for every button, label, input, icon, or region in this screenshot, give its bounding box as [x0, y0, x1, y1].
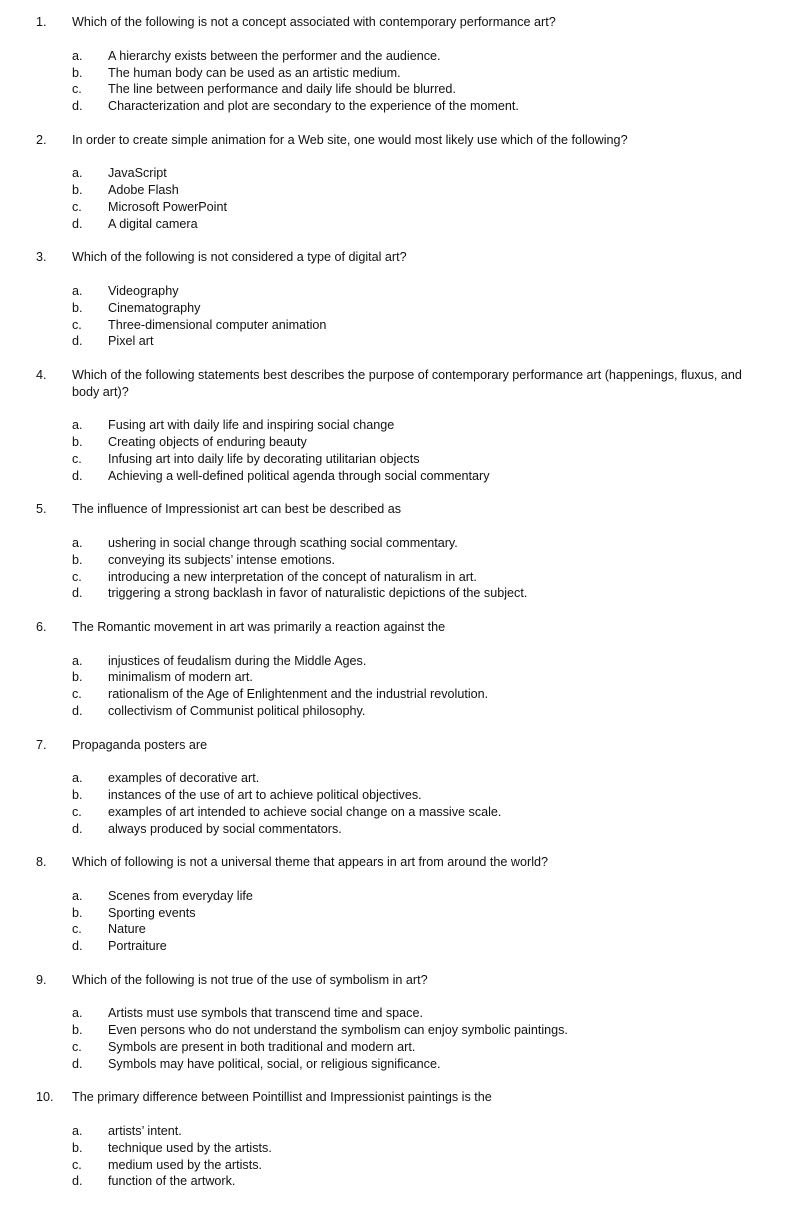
- option-text: A hierarchy exists between the performer and the audience.: [108, 49, 441, 63]
- answer-option-b: [0, 1140, 792, 1157]
- answer-option-d: [0, 98, 792, 115]
- option-text: medium used by the artists.: [108, 1158, 262, 1172]
- option-letter: d.: [72, 822, 83, 836]
- option-text: Fusing art with daily life and inspiring social change: [108, 418, 395, 432]
- option-letter: b.: [72, 670, 83, 684]
- option-text: Portraiture: [108, 939, 167, 953]
- answer-option-b: [0, 905, 792, 922]
- option-letter: c.: [72, 1158, 82, 1172]
- answer-option-b: [0, 65, 792, 82]
- option-text: injustices of feudalism during the Middle Ages.: [108, 654, 367, 668]
- option-text: introducing a new interpretation of the concept of naturalism in art.: [108, 570, 477, 584]
- option-text: examples of art intended to achieve social change on a massive scale.: [108, 805, 502, 819]
- question-number: 2.: [36, 133, 47, 147]
- question-number: 8.: [36, 855, 47, 869]
- answer-option-c: [0, 81, 792, 98]
- option-letter: a.: [72, 49, 83, 63]
- answer-option-a: [0, 535, 792, 552]
- option-text: Characterization and plot are secondary to the experience of the moment.: [108, 99, 519, 113]
- answer-option-b: [0, 300, 792, 317]
- question-number: 9.: [36, 973, 47, 987]
- option-text: Creating objects of enduring beauty: [108, 435, 307, 449]
- option-letter: a.: [72, 771, 83, 785]
- question-number: 5.: [36, 502, 47, 516]
- question-text: Which of following is not a universal theme that appears in art from around the world?: [72, 855, 549, 869]
- answer-option-a: [0, 283, 792, 300]
- answer-option-a: [0, 1005, 792, 1022]
- option-letter: c.: [72, 1040, 82, 1054]
- option-text: collectivism of Communist political philosophy.: [108, 704, 366, 718]
- answer-option-a: [0, 417, 792, 434]
- question-number: 6.: [36, 620, 47, 634]
- answer-option-c: [0, 686, 792, 703]
- question-number: 10.: [36, 1090, 54, 1104]
- option-letter: c.: [72, 82, 82, 96]
- answer-option-a: [0, 888, 792, 905]
- question-number: 3.: [36, 250, 47, 264]
- option-text: Videography: [108, 284, 179, 298]
- answer-option-d: [0, 703, 792, 720]
- answer-option-b: [0, 182, 792, 199]
- answer-option-c: [0, 451, 792, 468]
- option-letter: b.: [72, 1141, 83, 1155]
- option-letter: c.: [72, 452, 82, 466]
- option-text: The line between performance and daily life should be blurred.: [108, 82, 456, 96]
- question-number: 7.: [36, 738, 47, 752]
- answer-option-b: [0, 1022, 792, 1039]
- option-text: minimalism of modern art.: [108, 670, 253, 684]
- option-text: Artists must use symbols that transcend time and space.: [108, 1006, 423, 1020]
- option-letter: b.: [72, 66, 83, 80]
- answer-option-a: [0, 48, 792, 65]
- question-text: Which of the following is not a concept associated with contemporary performance art?: [72, 15, 556, 29]
- option-text: A digital camera: [108, 217, 198, 231]
- answer-option-a: [0, 1123, 792, 1140]
- answer-option-b: [0, 787, 792, 804]
- question-number: 4.: [36, 368, 47, 382]
- option-text: instances of the use of art to achieve political objectives.: [108, 788, 422, 802]
- question-text: The influence of Impressionist art can best be described as: [72, 502, 402, 516]
- option-text: Pixel art: [108, 334, 154, 348]
- option-text: examples of decorative art.: [108, 771, 260, 785]
- option-letter: a.: [72, 166, 83, 180]
- option-text: Symbols are present in both traditional and modern art.: [108, 1040, 416, 1054]
- option-text: Nature: [108, 922, 146, 936]
- option-letter: b.: [72, 1023, 83, 1037]
- option-text: ushering in social change through scathing social commentary.: [108, 536, 458, 550]
- option-text: technique used by the artists.: [108, 1141, 272, 1155]
- option-letter: c.: [72, 805, 82, 819]
- option-text: rationalism of the Age of Enlightenment and the industrial revolution.: [108, 687, 489, 701]
- option-text: Sporting events: [108, 906, 196, 920]
- answer-option-c: [0, 317, 792, 334]
- option-text: artists’ intent.: [108, 1124, 182, 1138]
- question-text: The primary difference between Pointillist and Impressionist paintings is the: [72, 1090, 492, 1104]
- option-letter: b.: [72, 788, 83, 802]
- option-text: conveying its subjects’ intense emotions.: [108, 553, 336, 567]
- option-text: always produced by social commentators.: [108, 822, 342, 836]
- option-letter: a.: [72, 1124, 83, 1138]
- answer-option-b: [0, 669, 792, 686]
- option-text: The human body can be used as an artistic medium.: [108, 66, 401, 80]
- answer-option-a: [0, 770, 792, 787]
- question-text: In order to create simple animation for a Web site, one would most likely use which of the following?: [72, 133, 628, 147]
- answer-option-a: [0, 653, 792, 670]
- option-text: Three-dimensional computer animation: [108, 318, 327, 332]
- option-letter: d.: [72, 217, 83, 231]
- option-letter: a.: [72, 889, 83, 903]
- answer-option-b: [0, 434, 792, 451]
- option-letter: c.: [72, 200, 82, 214]
- question-text: Which of the following is not true of the use of symbolism in art?: [72, 973, 428, 987]
- option-letter: b.: [72, 906, 83, 920]
- option-text: function of the artwork.: [108, 1174, 236, 1188]
- question-number: 1.: [36, 15, 47, 29]
- option-text: Adobe Flash: [108, 183, 179, 197]
- option-letter: d.: [72, 469, 83, 483]
- answer-option-d: [0, 938, 792, 955]
- question-text: Propaganda posters are: [72, 738, 208, 752]
- option-letter: d.: [72, 939, 83, 953]
- answer-option-c: [0, 1157, 792, 1174]
- question-text: The Romantic movement in art was primarily a reaction against the: [72, 620, 446, 634]
- option-letter: c.: [72, 922, 82, 936]
- answer-option-d: [0, 1056, 792, 1073]
- option-letter: a.: [72, 536, 83, 550]
- answer-option-c: [0, 1039, 792, 1056]
- answer-option-d: [0, 821, 792, 838]
- option-letter: d.: [72, 1057, 83, 1071]
- option-text: Microsoft PowerPoint: [108, 200, 227, 214]
- answer-option-c: [0, 569, 792, 586]
- answer-option-d: [0, 585, 792, 602]
- option-letter: c.: [72, 570, 82, 584]
- answer-option-d: [0, 1173, 792, 1190]
- option-letter: c.: [72, 687, 82, 701]
- answer-option-c: [0, 804, 792, 821]
- question-text: Which of the following is not considered a type of digital art?: [72, 250, 407, 264]
- question-text: Which of the following statements best describes the purpose of contemporary performance art (happenings, fluxus, and body art)?: [72, 368, 742, 399]
- option-text: Scenes from everyday life: [108, 889, 253, 903]
- option-letter: b.: [72, 435, 83, 449]
- answer-option-d: [0, 216, 792, 233]
- option-letter: a.: [72, 284, 83, 298]
- option-text: Cinematography: [108, 301, 201, 315]
- option-text: Infusing art into daily life by decorating utilitarian objects: [108, 452, 420, 466]
- answer-option-a: [0, 165, 792, 182]
- option-letter: a.: [72, 1006, 83, 1020]
- answer-option-d: [0, 468, 792, 485]
- option-text: Symbols may have political, social, or religious significance.: [108, 1057, 441, 1071]
- option-letter: d.: [72, 99, 83, 113]
- option-letter: d.: [72, 334, 83, 348]
- option-letter: b.: [72, 301, 83, 315]
- option-letter: d.: [72, 704, 83, 718]
- option-letter: c.: [72, 318, 82, 332]
- answer-option-d: [0, 333, 792, 350]
- option-letter: a.: [72, 654, 83, 668]
- option-letter: b.: [72, 553, 83, 567]
- option-text: triggering a strong backlash in favor of naturalistic depictions of the subject.: [108, 586, 528, 600]
- option-text: JavaScript: [108, 166, 167, 180]
- option-letter: d.: [72, 586, 83, 600]
- answer-option-b: [0, 552, 792, 569]
- option-text: Achieving a well-defined political agenda through social commentary: [108, 469, 490, 483]
- answer-option-c: [0, 921, 792, 938]
- option-letter: b.: [72, 183, 83, 197]
- option-text: Even persons who do not understand the symbolism can enjoy symbolic paintings.: [108, 1023, 568, 1037]
- option-letter: a.: [72, 418, 83, 432]
- answer-option-c: [0, 199, 792, 216]
- option-letter: d.: [72, 1174, 83, 1188]
